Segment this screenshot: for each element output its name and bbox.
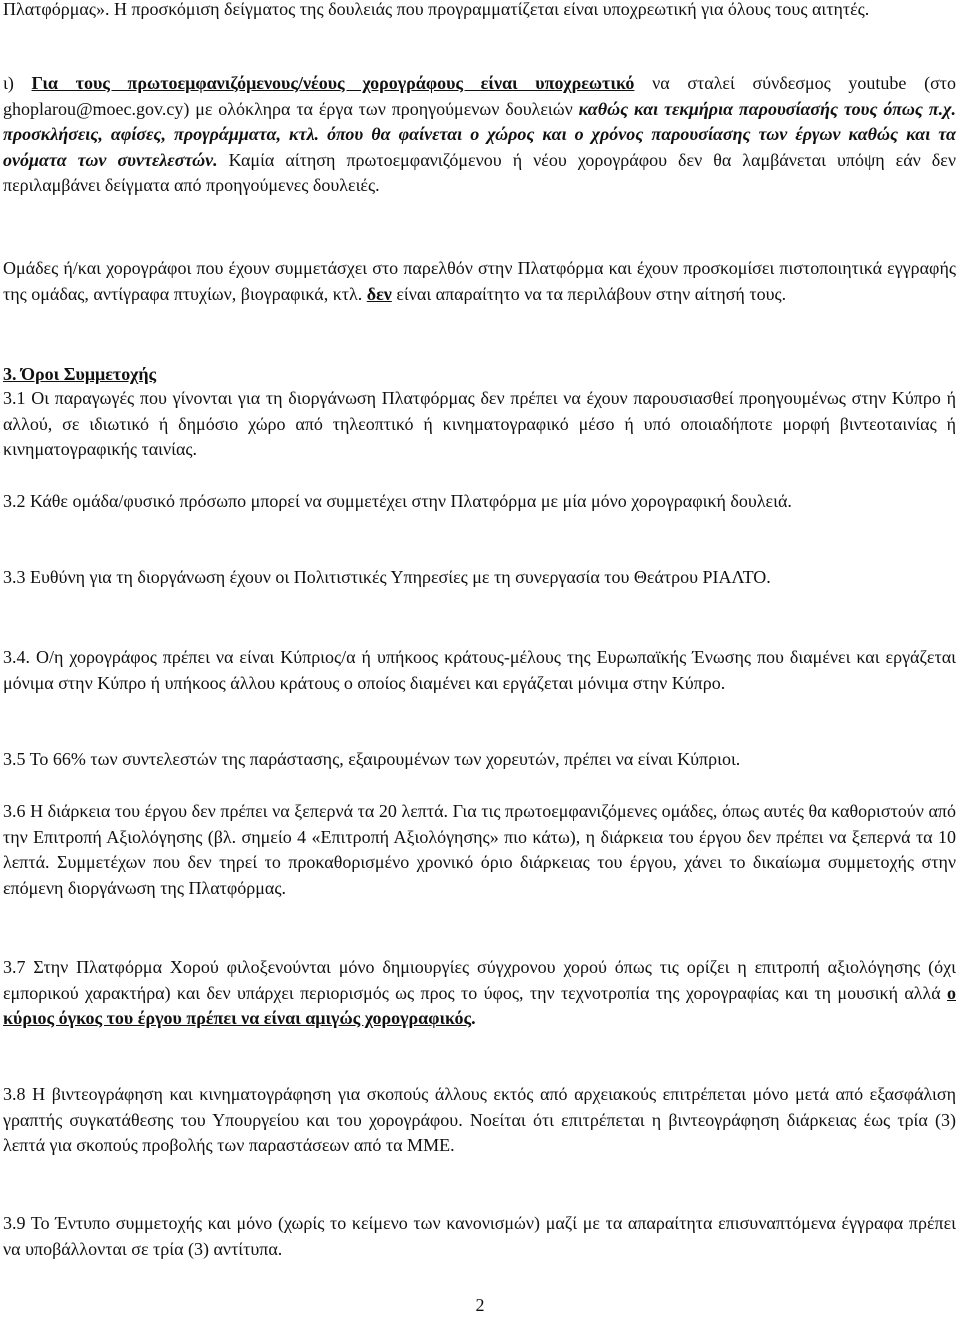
clause-3-5: 3.5 Το 66% των συντελεστών της παράστασης, εξαιρουμένων των χορευτών, πρέπει να είναι Κύπριοι.	[3, 749, 741, 769]
clause-3-3: 3.3 Ευθύνη για τη διοργάνωση έχουν οι Πολιτιστικές Υπηρεσίες με τη συνεργασία του Θεάτρου ΡΙΑΛΤΟ.	[3, 567, 771, 587]
clause-3-9: 3.9 Το Έντυπο συμμετοχής και μόνο (χωρίς το κείμενο των κανονισμών) μαζί με τα απαραίτητα επισυναπτόμενα έγγραφα πρέπει να υποβάλλονται σε τρία (3) αντίτυπα.	[3, 1213, 956, 1259]
clause-3-7-text: 3.7 Στην Πλατφόρμα Χορού φιλοξενούνται μόνο δημιουργίες σύγχρονου χορού όπως τις ορίζει η επιτροπή αξιολόγησης (όχι εμπορικού χαρακτήρα) και δεν υπάρχει περιορισμός ως προς το ύφος, την τεχνοτροπία της χορογραφίας και τη μουσική αλλά	[3, 957, 956, 1003]
clause-3-7-end: .	[471, 1008, 476, 1029]
groups-text-2: είναι απαραίτητο να τα περιλάβουν στην αίτησή τους.	[391, 283, 787, 304]
item-i-prefix: ι)	[3, 73, 32, 93]
clause-3-6: 3.6 Η διάρκεια του έργου δεν πρέπει να ξεπερνά τα 20 λεπτά. Για τις πρωτοεμφανιζόμενες ομάδες, όπως αυτές θα καθοριστούν από την Επιτροπή Αξιολόγησης (βλ. σημείο 4 «Επιτροπή Αξιολόγησης» πιο κάτω), η διάρκεια του έργου δεν πρέπει να ξεπερνά τα 10 λεπτά. Συμμετέχων που δεν τηρεί το προκαθορισμένο χρονικό όριο διάρκειας του έργου, χάνει το δικαίωμα συμμετοχής στην επόμενη διοργάνωση της Πλατφόρμας.	[3, 801, 956, 898]
clause-3-2: 3.2 Κάθε ομάδα/φυσικό πρόσωπο μπορεί να συμμετέχει στην Πλατφόρμα με μία μόνο χορογραφική δουλειά.	[3, 491, 792, 511]
clause-3-4: 3.4. Ο/η χορογράφος πρέπει να είναι Κύπριος/α ή υπήκοος κράτους-μέλους της Ευρωπαϊκής Ένωσης που διαμένει και εργάζεται μόνιμα στην Κύπρο ή υπήκοος άλλου κράτους ο οποίος διαμένει και εργάζεται μόνιμα στην Κύπρο.	[3, 647, 956, 693]
clause-3-7	[3, 955, 956, 1032]
section-3-title: 3. Όροι Συμμετοχής	[3, 364, 157, 384]
youtube-link-text: να σταλεί σύνδεσμος youtube (στο ghoplarou@moec.gov.cy) με ολόκληρα τα έργα των προηγούμενων δουλειών	[3, 73, 957, 119]
groups-text-1: Ομάδες ή/και χορογράφοι που έχουν συμμετάσχει στο παρελθόν στην Πλατφόρμα και έχουν προσκομίσει πιστοποιητικά εγγραφής της ομάδας, αντίγραφα πτυχίων, βιογραφικά, κτλ.	[3, 258, 956, 304]
evidence-requirement: καθώς και τεκμήρια παρουσίασής τους όπως π.χ. προσκλήσεις, αφίσες, προγράμματα, κτλ. όπου θα φαίνεται ο χώρος και ο χρόνος παρουσίασης των έργων καθώς και τα ονόματα των συντελεστών.	[3, 98, 956, 170]
clause-3-7-emphasis: ο κύριος όγκος του έργου πρέπει να είναι αμιγώς χορογραφικός	[3, 982, 956, 1029]
new-choreographers-requirement: Για τους πρωτοεμφανιζόμενους/νέους χορογράφους είναι υποχρεωτικό	[31, 73, 635, 93]
item-i-paragraph	[3, 71, 956, 199]
page-number: 2	[475, 1295, 485, 1315]
groups-not-required: δεν	[366, 283, 392, 304]
rejection-note: Καμία αίτηση πρωτοεμφανιζόμενου ή νέου χορογράφου δεν θα λαμβάνεται υπόψη εάν δεν περιλαμβάνει δείγματα από προηγούμενες δουλειές.	[3, 149, 956, 196]
groups-paragraph	[3, 256, 956, 307]
intro-paragraph	[3, 0, 956, 23]
clause-3-8: 3.8 Η βιντεογράφηση και κινηματογράφηση για σκοπούς άλλους εκτός από αρχειακούς επιτρέπεται μόνο μετά από εξασφάλιση γραπτής συγκατάθεσης του Υπουργείου και του χορογράφου. Νοείται ότι επιτρέπεται η βιντεογράφηση διάρκειας έως τρία (3) λεπτά για σκοπούς προβολής των παραστάσεων από τα ΜΜΕ.	[3, 1084, 956, 1156]
clause-3-1: 3.1 Οι παραγωγές που γίνονται για τη διοργάνωση Πλατφόρμας δεν πρέπει να έχουν παρουσιασθεί προηγουμένως στην Κύπρο ή αλλού, σε ιδιωτικό ή δημόσιο χώρο από τηλεοπτικό ή κινηματογραφικό μέσο ή υπό οποιαδήποτε μορφή βιντεοταινίας ή κινηματογραφικής ταινίας.	[3, 388, 956, 460]
intro-text: Πλατφόρμας». Η προσκόμιση δείγματος της δουλειάς που προγραμματίζεται είναι υποχρεωτική για όλους τους αιτητές.	[3, 0, 870, 19]
